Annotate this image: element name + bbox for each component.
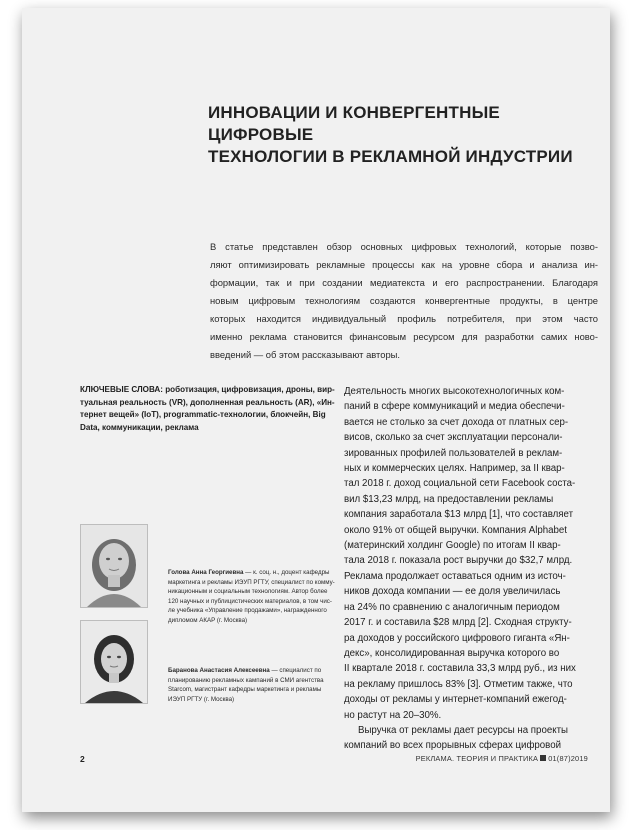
abstract-line: введений — об этом рассказывают авторы. <box>210 349 401 360</box>
author-line <box>168 666 342 676</box>
portrait-woman-icon <box>81 525 147 607</box>
author-bio-baranova <box>168 666 342 704</box>
body-line: на 24% по сравнению с аналогичным периодом <box>344 601 560 613</box>
author-line: планированию рекламных кампаний в СМИ агентства <box>168 676 324 684</box>
journal-name: РЕКЛАМА. ТЕОРИЯ И ПРАКТИКА <box>415 754 539 763</box>
running-footer <box>416 754 588 763</box>
body-line: вается не столько за счет дохода от платных сер- <box>344 416 569 428</box>
page-sheet <box>22 8 610 812</box>
author-photo-golova <box>80 524 148 608</box>
body-line: зированных профилей пользователей в реклам- <box>344 447 563 459</box>
square-separator-icon <box>540 755 546 761</box>
keywords-text: Data, коммуникации, реклама <box>80 422 199 432</box>
body-line: паний в сфере коммуникаций и медиа обеспечи- <box>344 401 565 413</box>
author-bio-text: — специалист по <box>269 667 322 674</box>
author-line <box>168 568 342 578</box>
abstract-line: формации, так и при создании медиатекста и его распространении. Благодаря <box>210 277 598 288</box>
body-line: (материнский холдинг Google) по итогам II квар- <box>344 540 561 552</box>
author-bio-golova <box>168 568 342 626</box>
body-line: висов, сколько за счет эксплуатации персонали- <box>344 432 563 444</box>
author-line: ле учебника «Управление продажами», награжденного <box>168 607 327 615</box>
keywords-line <box>80 397 342 410</box>
body-line: II квартале 2018 г. составила 33,3 млрд руб., из них <box>344 663 576 675</box>
author-name: Голова Анна Георгиевна <box>168 569 244 576</box>
body-line: доходы от рекламы у интернет-компаний ежегод- <box>344 694 567 706</box>
author-line: Starcom, магистрант кафедры маркетинга и рекламы <box>168 686 322 694</box>
body-line: Выручка от рекламы дает ресурсы на проекты <box>358 724 568 736</box>
body-line: ра доходов у российского цифрового гиганта «Ян- <box>344 632 570 644</box>
body-line: вил $13,23 млрд, на предоставлении рекламы <box>344 493 554 505</box>
keywords-text: тернет вещей» (IoT), programmatic-технологии, блокчейн, Big <box>80 410 326 419</box>
author-line: ИЭУП РГТУ (г. Москва) <box>168 695 235 703</box>
body-line: на рекламу пришлось 83% [3]. Отметим также, что <box>344 678 573 690</box>
abstract-line: ляют оптимизировать рекламные процессы как на уровне сбора и анализа ин- <box>210 259 598 270</box>
body-line: Деятельность многих высокотехнологичных ком- <box>344 386 565 397</box>
page-number: 2 <box>80 754 85 764</box>
article-abstract <box>210 238 598 364</box>
keywords-text: туальная реальность (VR), дополненная реальность (AR), «Ин- <box>80 397 335 407</box>
keywords-label: КЛЮЧЕВЫЕ СЛОВА: <box>80 385 163 394</box>
portrait-woman-icon <box>81 621 147 703</box>
abstract-line: именно реклама становится финансовым ресурсом для разработки самих ново- <box>210 331 598 342</box>
body-line: тал 2018 г. доход социальной сети Facebook соста- <box>344 478 576 490</box>
body-line: декс», консолидированная выручка которого во <box>344 647 560 659</box>
body-line: около 91% от общей выручки. Компания Alphabet <box>344 524 568 536</box>
body-line: 2017 г. и составила $28 млрд [2]. Сходная структу- <box>344 617 572 629</box>
abstract-line: В статье представлен обзор основных цифровых технологий, которые позво- <box>210 241 598 252</box>
issue-number: 01(87)2019 <box>548 754 588 763</box>
article-body <box>344 384 606 754</box>
body-line: но растут на 20–30%. <box>344 709 442 721</box>
title-line: ТЕХНОЛОГИИ В РЕКЛАМНОЙ ИНДУСТРИИ <box>208 147 573 166</box>
author-line: маркетинга и рекламы ИЭУП РГТУ, специалист по комму- <box>168 578 335 586</box>
abstract-line: которых находится индивидуальный профиль потребителя, при этом часто <box>210 313 598 324</box>
body-line: ных и коммерческих целях. Например, за II квар- <box>344 463 565 475</box>
author-line: 120 научных и публицистических материалов, в том чис- <box>168 597 332 605</box>
author-name: Баранова Анастасия Алексеевна <box>168 667 270 674</box>
keywords-line <box>80 409 342 422</box>
body-line: тала 2018 г. показала рост выручки до $32,7 млрд. <box>344 555 573 567</box>
author-bio-text: — к. соц. н., доцент кафедры <box>243 569 330 576</box>
body-line: компаний во всех прорывных сферах цифровой <box>344 740 562 752</box>
author-line: дипломом АКАР (г. Москва) <box>168 616 248 624</box>
body-line: компания заработала $13 млрд [1], что составляет <box>344 509 574 521</box>
body-line: ников дохода компании — ее доля увеличилась <box>344 586 561 598</box>
abstract-line: новым цифровым технологиям создаются конвергентные продукты, в центре <box>210 295 598 306</box>
keywords-text: роботизация, цифровизация, дроны, вир- <box>162 385 335 394</box>
keywords-line <box>80 384 342 397</box>
article-title <box>208 102 608 168</box>
keywords-block <box>80 384 342 434</box>
author-photo-baranova <box>80 620 148 704</box>
author-line: никационным и социальным технологиям. Автор более <box>168 588 328 596</box>
body-line: Реклама продолжает оставаться одним из источ- <box>344 570 566 582</box>
title-line: ИННОВАЦИИ И КОНВЕРГЕНТНЫЕ ЦИФРОВЫЕ <box>208 103 500 144</box>
keywords-line <box>80 422 342 435</box>
